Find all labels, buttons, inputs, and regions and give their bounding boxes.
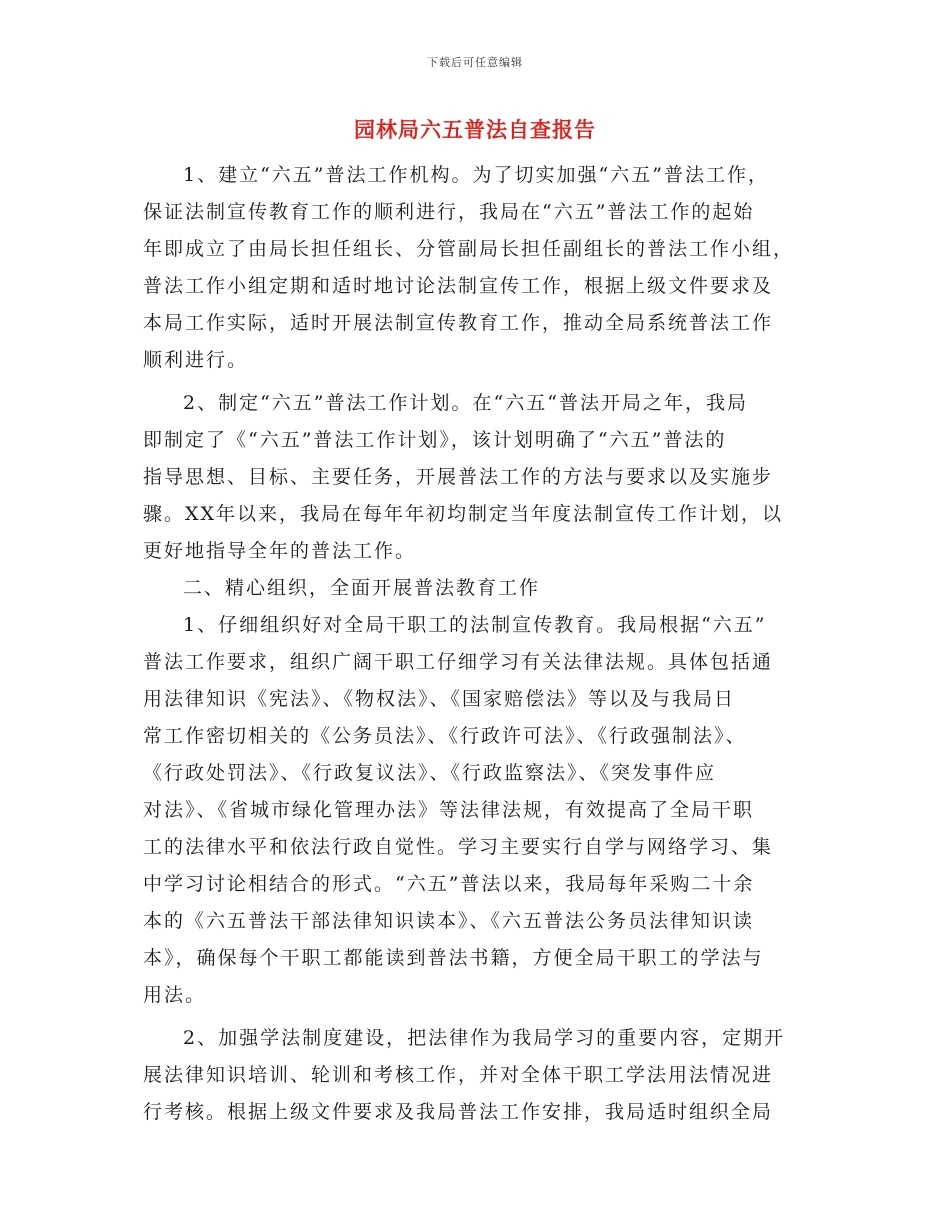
text-line: 行考核。根据上级文件要求及我局普法工作安排，我局适时组织全局 — [143, 1101, 774, 1123]
text-line: 《行政处罚法》、《行政复议法》、《行政监察法》、《突发事件应 — [143, 762, 717, 784]
text-line: 常工作密切相关的《公务员法》、《行政许可法》、《行政强制法》、 — [143, 725, 747, 747]
paragraph-2 — [143, 385, 819, 570]
text-line: 普法工作小组定期和适时地讨论法制宣传工作，根据上级文件要求及 — [143, 275, 774, 297]
text-line: 中学习讨论相结合的形式。“六五”普法以来，我局每年采购二十余 — [143, 873, 755, 895]
header-note: 下载后可任意编辑 — [427, 56, 523, 69]
text-line: 保证法制宣传教育工作的顺利进行，我局在“六五”普法工作的起始 — [143, 201, 755, 223]
text-line: 年即成立了由局长担任组长、分管副局长担任副组长的普法工作小组， — [143, 238, 795, 260]
document-title: 园林局六五普法自查报告 — [354, 117, 596, 142]
text-line: 用法律知识《宪法》、《物权法》、《国家赔偿法》等以及与我局日 — [143, 688, 736, 710]
section-heading — [143, 570, 819, 607]
text-line: 指导思想、目标、主要任务，开展普法工作的方法与要求以及实施步 — [143, 466, 774, 488]
text-line: 即制定了《“六五”普法工作计划》，该计划明确了“六五”普法的 — [143, 429, 727, 451]
text-line: 本》，确保每个干职工都能读到普法书籍，方便全局干职工的学法与 — [143, 947, 764, 969]
text-line: 顺利进行。 — [143, 349, 249, 371]
text-line: 本的《六五普法干部法律知识读本》、《六五普法公务员法律知识读 — [143, 910, 755, 932]
text-line: 工的法律水平和依法行政自觉性。学习主要实行自学与网络学习、集 — [143, 836, 774, 858]
text-line: 普法工作要求，组织广阔干职工仔细学习有关法律法规。具体包括通 — [143, 651, 774, 673]
text-line: 展法律知识培训、轮训和考核工作，并对全体干职工学法用法情况进 — [143, 1064, 774, 1086]
paragraph-1 — [143, 157, 819, 379]
paragraph-4 — [143, 1020, 819, 1131]
text-line: 2、加强学法制度建设，把法律作为我局学习的重要内容，定期开 — [183, 1027, 786, 1049]
document-body — [143, 157, 819, 1131]
text-line: 本局工作实际，适时开展法制宣传教育工作，推动全局系统普法工作 — [143, 312, 774, 334]
text-line: 1、仔细组织好对全局干职工的法制宣传教育。我局根据“六五” — [183, 614, 767, 636]
text-line: 骤。XX年以来，我局在每年年初均制定当年度法制宣传工作计划，以 — [143, 503, 784, 525]
text-line: 用法。 — [143, 984, 207, 1006]
text-line: 二、精心组织，全面开展普法教育工作 — [183, 577, 541, 599]
text-line: 对法》、《省城市绿化管理办法》等法律法规，有效提高了全局干职 — [143, 799, 755, 821]
text-line: 更好地指导全年的普法工作。 — [143, 540, 417, 562]
text-line: 1、建立“六五”普法工作机构。为了切实加强“六五”普法工作， — [183, 164, 769, 186]
paragraph-3 — [143, 607, 819, 1014]
text-line: 2、制定“六五”普法工作计划。在“六五“普法开局之年，我局 — [183, 392, 748, 414]
